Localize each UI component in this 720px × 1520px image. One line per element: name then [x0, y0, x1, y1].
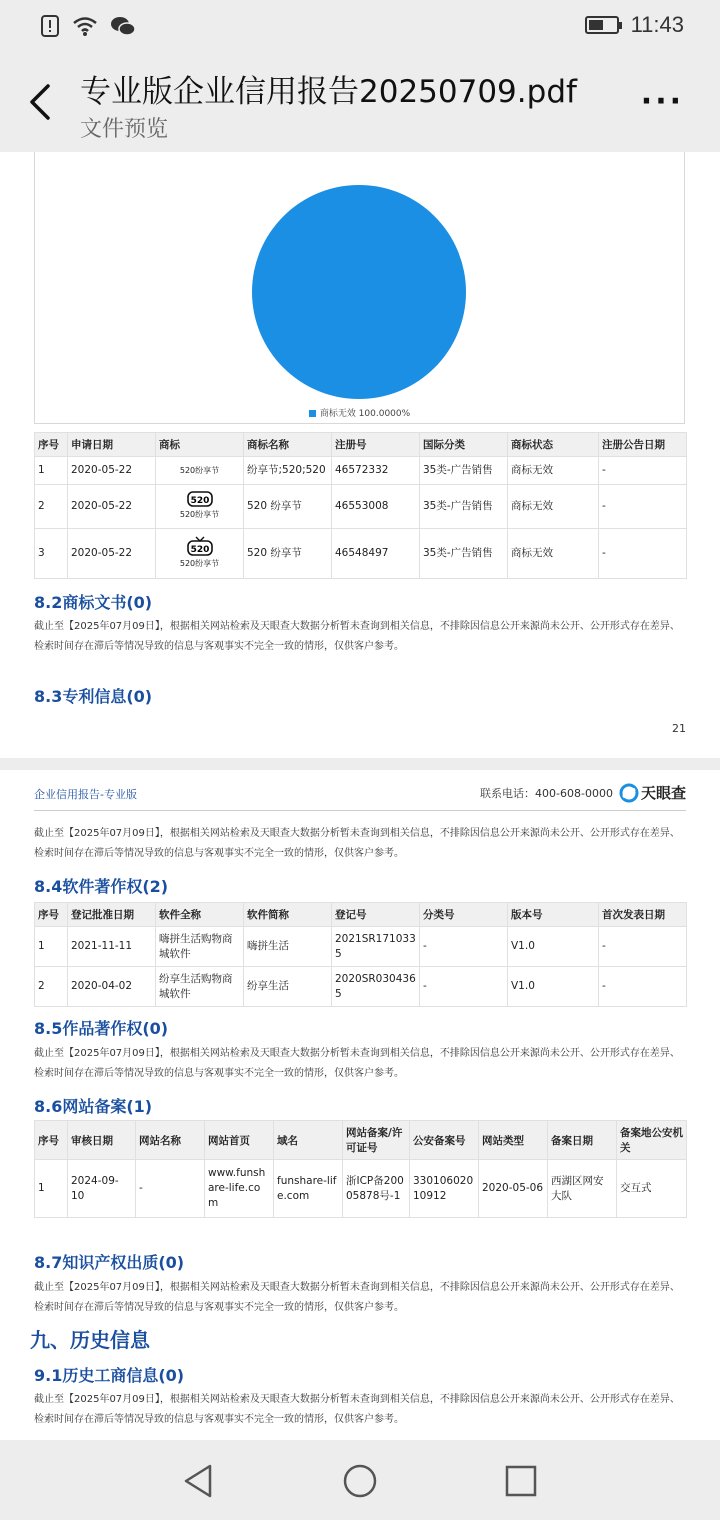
table-row	[35, 1160, 687, 1218]
nav-recents-icon[interactable]	[504, 1464, 538, 1498]
cell: -	[136, 1160, 205, 1218]
col-header: 软件简称	[244, 903, 332, 927]
section-heading: 8.7知识产权出质(0)	[34, 1253, 185, 1272]
cell: 商标无效	[508, 529, 599, 579]
chart-legend	[35, 406, 684, 419]
legend-swatch	[309, 410, 316, 417]
cell: -	[420, 927, 508, 967]
cell: 纷享生活	[244, 967, 332, 1007]
cell: 2020-05-22	[68, 457, 156, 485]
cell: 纷享生活购物商城软件	[156, 967, 244, 1007]
col-header: 登记批准日期	[68, 903, 156, 927]
cell: 35类-广告销售	[420, 529, 508, 579]
legend-label: 商标无效 100.0000%	[319, 409, 411, 419]
cell: 西湖区网安大队	[548, 1160, 617, 1218]
col-header: 网站备案/许可证号	[343, 1121, 410, 1160]
col-header: 序号	[35, 433, 68, 457]
col-header: 序号	[35, 1121, 68, 1160]
cell: 33010602010912	[410, 1160, 479, 1218]
cell: 35类-广告销售	[420, 457, 508, 485]
cell: -	[599, 457, 687, 485]
cell: 2	[35, 485, 68, 529]
col-header: 序号	[35, 903, 68, 927]
wechat-icon	[110, 15, 136, 37]
section-heading: 9.1历史工商信息(0)	[34, 1366, 185, 1385]
col-header: 国际分类	[420, 433, 508, 457]
section-heading: 8.2商标文书(0)	[34, 593, 153, 612]
header-divider	[34, 810, 686, 811]
disclaimer-text: 截止至【2025年07月09日】，根据相关网站检索及天眼查大数据分析暂未查询到相关信息，不排除因信息公开来源尚未公开、公开形式存在差异、检索时间存在滞后等情况导致的信息与客观事实不完全一致的情形，仅供客户参考。	[34, 621, 680, 652]
cell: 浙ICP备20005878号-1	[343, 1160, 410, 1218]
cell: 2020-05-06	[479, 1160, 548, 1218]
software-copyright-table	[34, 902, 687, 1007]
pie-slice	[252, 185, 466, 399]
trademark-label: 520纷享节	[179, 466, 220, 475]
section-heading: 8.6网站备案(1)	[34, 1097, 153, 1116]
status-time: 11:43	[630, 12, 684, 37]
cell: 交互式	[617, 1160, 687, 1218]
trademark-image	[156, 485, 244, 529]
col-header: 登记号	[332, 903, 420, 927]
cell: -	[420, 967, 508, 1007]
svg-text:520: 520	[190, 496, 209, 506]
cell: 46548497	[332, 529, 420, 579]
col-header: 注册公告日期	[599, 433, 687, 457]
more-options-icon[interactable]: ···	[640, 84, 684, 119]
cell: 商标无效	[508, 485, 599, 529]
cell: 2021SR1710335	[332, 927, 420, 967]
wifi-icon	[72, 15, 98, 37]
cell: 3	[35, 529, 68, 579]
disclaimer-text: 截止至【2025年07月09日】，根据相关网站检索及天眼查大数据分析暂未查询到相关信息，不排除因信息公开来源尚未公开、公开形式存在差异、检索时间存在滞后等情况导致的信息与客观事实不完全一致的情形，仅供客户参考。	[34, 1048, 680, 1079]
pdf-page-22	[0, 770, 720, 1440]
status-icons	[40, 14, 136, 38]
contact-phone: 联系电话：400-608-0000	[480, 786, 613, 800]
table-row	[35, 927, 687, 967]
nav-back-icon[interactable]	[182, 1464, 216, 1498]
cell: 2020SR0304365	[332, 967, 420, 1007]
cell: -	[599, 967, 687, 1007]
cell: 520 纷享节	[244, 485, 332, 529]
cell: www.funshare-life.com	[205, 1160, 274, 1218]
section-heading: 8.3专利信息(0)	[34, 687, 153, 706]
col-header: 商标状态	[508, 433, 599, 457]
cell: 嗨拼生活购物商城软件	[156, 927, 244, 967]
cell: 520 纷享节	[244, 529, 332, 579]
cell: 46553008	[332, 485, 420, 529]
cell: 1	[35, 927, 68, 967]
disclaimer-text: 截止至【2025年07月09日】，根据相关网站检索及天眼查大数据分析暂未查询到相关信息，不排除因信息公开来源尚未公开、公开形式存在差异、检索时间存在滞后等情况导致的信息与客观事实不完全一致的情形，仅供客户参考。	[34, 1282, 680, 1313]
col-header: 公安备案号	[410, 1121, 479, 1160]
trademark-image	[156, 529, 244, 579]
tianyancha-logo	[619, 782, 686, 803]
report-header-title: 企业信用报告-专业版	[34, 788, 137, 801]
col-header: 版本号	[508, 903, 599, 927]
cell: 2020-05-22	[68, 529, 156, 579]
cell: 2024-09-10	[68, 1160, 136, 1218]
table-row	[35, 529, 687, 579]
cell: -	[599, 529, 687, 579]
trademark-table	[34, 432, 687, 579]
cell: 2020-04-02	[68, 967, 156, 1007]
cell: 2020-05-22	[68, 485, 156, 529]
col-header: 审核日期	[68, 1121, 136, 1160]
file-title: 专业版企业信用报告20250709.pdf	[80, 74, 577, 110]
col-header: 首次发表日期	[599, 903, 687, 927]
table-row	[35, 457, 687, 485]
cell: 嗨拼生活	[244, 927, 332, 967]
cell: 2	[35, 967, 68, 1007]
cell: funshare-life.com	[274, 1160, 343, 1218]
cell: 35类-广告销售	[420, 485, 508, 529]
section-heading: 8.5作品著作权(0)	[34, 1019, 169, 1038]
back-arrow-icon[interactable]	[24, 80, 60, 124]
trademark-label: 520纷享节	[179, 510, 220, 519]
table-row	[35, 967, 687, 1007]
app-bar	[0, 56, 720, 152]
pie-chart-svg	[35, 152, 686, 402]
cell: -	[599, 485, 687, 529]
cell: 1	[35, 457, 68, 485]
report-header-right	[480, 782, 686, 803]
table-row	[35, 485, 687, 529]
cell: 1	[35, 1160, 68, 1218]
page-number: 21	[672, 722, 686, 735]
logo-text: 天眼查	[640, 784, 686, 802]
col-header: 注册号	[332, 433, 420, 457]
cell: -	[599, 927, 687, 967]
col-header: 网站名称	[136, 1121, 205, 1160]
col-header: 软件全称	[156, 903, 244, 927]
cell: 商标无效	[508, 457, 599, 485]
system-nav-bar	[0, 1440, 720, 1520]
svg-text:520: 520	[190, 545, 209, 555]
file-subtitle: 文件预览	[80, 117, 169, 142]
pdf-page-21	[0, 152, 720, 758]
col-header: 备案日期	[548, 1121, 617, 1160]
pie-chart	[34, 152, 685, 424]
col-header: 商标名称	[244, 433, 332, 457]
disclaimer-text: 截止至【2025年07月09日】，根据相关网站检索及天眼查大数据分析暂未查询到相关信息，不排除因信息公开来源尚未公开、公开形式存在差异、检索时间存在滞后等情况导致的信息与客观事实不完全一致的情形，仅供客户参考。	[34, 1394, 680, 1425]
disclaimer-text: 截止至【2025年07月09日】，根据相关网站检索及天眼查大数据分析暂未查询到相关信息，不排除因信息公开来源尚未公开、公开形式存在差异、检索时间存在滞后等情况导致的信息与客观事实不完全一致的情形，仅供客户参考。	[34, 828, 680, 859]
trademark-label: 520纷享节	[179, 559, 220, 568]
cell: 46572332	[332, 457, 420, 485]
chapter-heading: 九、历史信息	[30, 1328, 150, 1352]
col-header: 商标	[156, 433, 244, 457]
col-header: 申请日期	[68, 433, 156, 457]
alert-icon	[40, 14, 60, 38]
cell: V1.0	[508, 927, 599, 967]
cell: 2021-11-11	[68, 927, 156, 967]
pdf-viewer[interactable]	[0, 152, 720, 1440]
col-header: 网站首页	[205, 1121, 274, 1160]
tianyancha-logo-icon	[619, 783, 639, 803]
col-header: 域名	[274, 1121, 343, 1160]
tm-tv-520-logo-icon	[187, 536, 213, 556]
website-record-table	[34, 1120, 687, 1218]
section-heading: 8.4软件著作权(2)	[34, 877, 169, 896]
status-bar	[0, 0, 720, 56]
col-header: 分类号	[420, 903, 508, 927]
battery-icon	[585, 16, 619, 34]
cell: 纷享节;520;520	[244, 457, 332, 485]
tm-520-logo-icon	[187, 491, 213, 507]
trademark-image	[156, 457, 244, 485]
nav-home-icon[interactable]	[343, 1464, 377, 1498]
col-header: 网站类型	[479, 1121, 548, 1160]
col-header: 备案地公安机关	[617, 1121, 687, 1160]
cell: V1.0	[508, 967, 599, 1007]
